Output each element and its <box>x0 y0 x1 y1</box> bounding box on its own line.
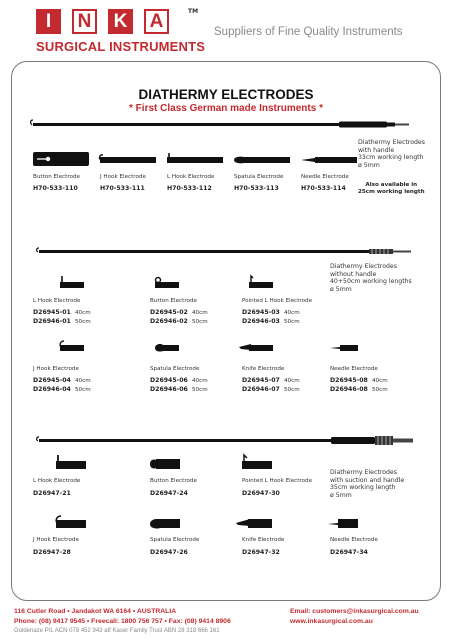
button-tip-icon <box>155 276 179 290</box>
item-label: Pointed L Hook Electrode <box>242 478 313 484</box>
item-code: D26946-07 <box>242 386 280 393</box>
needle-tip-icon <box>301 152 357 166</box>
item-length: 50cm <box>372 386 388 393</box>
item-label: Needle Electrode <box>301 174 349 180</box>
footer-website-link[interactable]: www.inkasurgical.com.au <box>290 618 373 625</box>
electrode-without-handle-image <box>36 246 416 256</box>
section3-description: Diathermy Electrodes with suction and handle 35cm working length ø 5mm <box>330 469 405 499</box>
item-code: D26947-26 <box>150 549 188 556</box>
page-title: DIATHERMY ELECTRODES <box>138 87 314 102</box>
item-length: 50cm <box>75 318 91 325</box>
item-length: 50cm <box>75 386 91 393</box>
item-label: Button Electrode <box>33 174 80 180</box>
button-tip-icon <box>150 455 180 471</box>
item-label: L Hook Electrode <box>167 174 215 180</box>
item-label: J Hook Electrode <box>33 366 79 372</box>
item-code: D26945-03 <box>242 309 280 316</box>
item-length: 40cm <box>372 377 388 384</box>
j-hook-tip-icon <box>60 339 84 353</box>
knife-tip-icon <box>239 339 273 353</box>
pointed-l-hook-tip-icon <box>249 276 273 290</box>
item-code: H70-533-113 <box>234 185 279 192</box>
item-code: H70-533-111 <box>100 185 145 192</box>
item-code: D26946-06 <box>150 386 188 393</box>
footer-phone: Phone: (08) 9417 9545 • Freecall: 1800 756 757 • Fax: (08) 9414 8906 <box>14 618 231 625</box>
item-code: D26946-08 <box>330 386 368 393</box>
item-code: D26947-28 <box>33 549 71 556</box>
item-code: D26945-02 <box>150 309 188 316</box>
item-label: J Hook Electrode <box>100 174 146 180</box>
pointed-l-hook-tip-icon <box>242 455 272 471</box>
item-length: 40cm <box>192 309 208 316</box>
item-length: 40cm <box>75 309 91 316</box>
item-length: 40cm <box>284 309 300 316</box>
item-length: 50cm <box>192 386 208 393</box>
electrode-with-suction-image <box>36 433 416 447</box>
spatula-tip-icon <box>155 339 179 353</box>
item-label: Spatula Electrode <box>234 174 284 180</box>
spatula-tip-icon <box>234 152 290 166</box>
tagline: Suppliers of Fine Quality Instruments <box>214 26 403 38</box>
item-length: 40cm <box>284 377 300 384</box>
button-tip-icon <box>33 152 89 166</box>
item-code: H70-533-112 <box>167 185 212 192</box>
brand-subtitle: SURGICAL INSTRUMENTS <box>36 39 206 54</box>
item-label: Knife Electrode <box>242 366 285 372</box>
needle-tip-icon <box>330 339 358 353</box>
trademark-mark: TM <box>188 8 199 15</box>
item-code: D26946-03 <box>242 318 280 325</box>
logo-letter-k: K <box>108 9 133 34</box>
l-hook-tip-icon <box>56 455 86 471</box>
spatula-tip-icon <box>150 514 180 530</box>
item-code: D26947-34 <box>330 549 368 556</box>
item-label: Knife Electrode <box>242 537 285 543</box>
item-length: 40cm <box>192 377 208 384</box>
item-length: 40cm <box>75 377 91 384</box>
item-length: 50cm <box>284 318 300 325</box>
electrode-with-handle-image <box>30 118 410 130</box>
logo-letter-n: N <box>72 9 97 34</box>
section2-description: Diathermy Electrodes without handle 40+50cm working lengths ø 5mm <box>330 263 412 293</box>
j-hook-tip-icon <box>100 152 156 166</box>
j-hook-tip-icon <box>56 514 86 530</box>
item-label: Needle Electrode <box>330 366 378 372</box>
item-code: D26947-21 <box>33 490 71 497</box>
item-code: D26946-01 <box>33 318 71 325</box>
footer-email-link[interactable]: Email: customers@inkasurgical.com.au <box>290 608 419 615</box>
item-code: D26945-04 <box>33 377 71 384</box>
item-code: H70-533-114 <box>301 185 346 192</box>
knife-tip-icon <box>236 514 272 530</box>
item-code: D26945-01 <box>33 309 71 316</box>
item-label: Button Electrode <box>150 478 197 484</box>
page-subtitle: * First Class German made Instruments * <box>129 103 323 114</box>
item-code: D26945-06 <box>150 377 188 384</box>
item-label: Pointed L Hook Electrode <box>242 298 313 304</box>
item-code: D26947-30 <box>242 490 280 497</box>
item-label: Spatula Electrode <box>150 537 200 543</box>
item-label: Button Electrode <box>150 298 197 304</box>
section1-note: Also available in 25cm working length <box>358 182 425 195</box>
l-hook-tip-icon <box>60 276 84 290</box>
footer-address: 116 Cutler Road • Jandakot WA 6164 • AUSTRALIA <box>14 608 177 615</box>
item-code: D26946-04 <box>33 386 71 393</box>
section1-description: Diathermy Electrodes with handle 33cm working length ø 5mm <box>358 139 425 169</box>
item-label: L Hook Electrode <box>33 478 81 484</box>
logo-letter-i: I <box>36 9 61 34</box>
l-hook-tip-icon <box>167 152 223 166</box>
item-code: H70-533-110 <box>33 185 78 192</box>
item-label: L Hook Electrode <box>33 298 81 304</box>
item-code: D26945-07 <box>242 377 280 384</box>
item-code: D26945-08 <box>330 377 368 384</box>
item-code: D26947-24 <box>150 490 188 497</box>
item-label: Spatula Electrode <box>150 366 200 372</box>
item-length: 50cm <box>284 386 300 393</box>
needle-tip-icon <box>328 514 358 530</box>
item-label: J Hook Electrode <box>33 537 79 543</box>
footer-company: Goldenaze P/L ACN 078 452 943 atf Kaser Family Trust ABN 28 318 666 161 <box>14 628 220 634</box>
item-label: Needle Electrode <box>330 537 378 543</box>
item-code: D26947-32 <box>242 549 280 556</box>
item-length: 50cm <box>192 318 208 325</box>
logo-letter-a: A <box>144 9 169 34</box>
item-code: D26946-02 <box>150 318 188 325</box>
